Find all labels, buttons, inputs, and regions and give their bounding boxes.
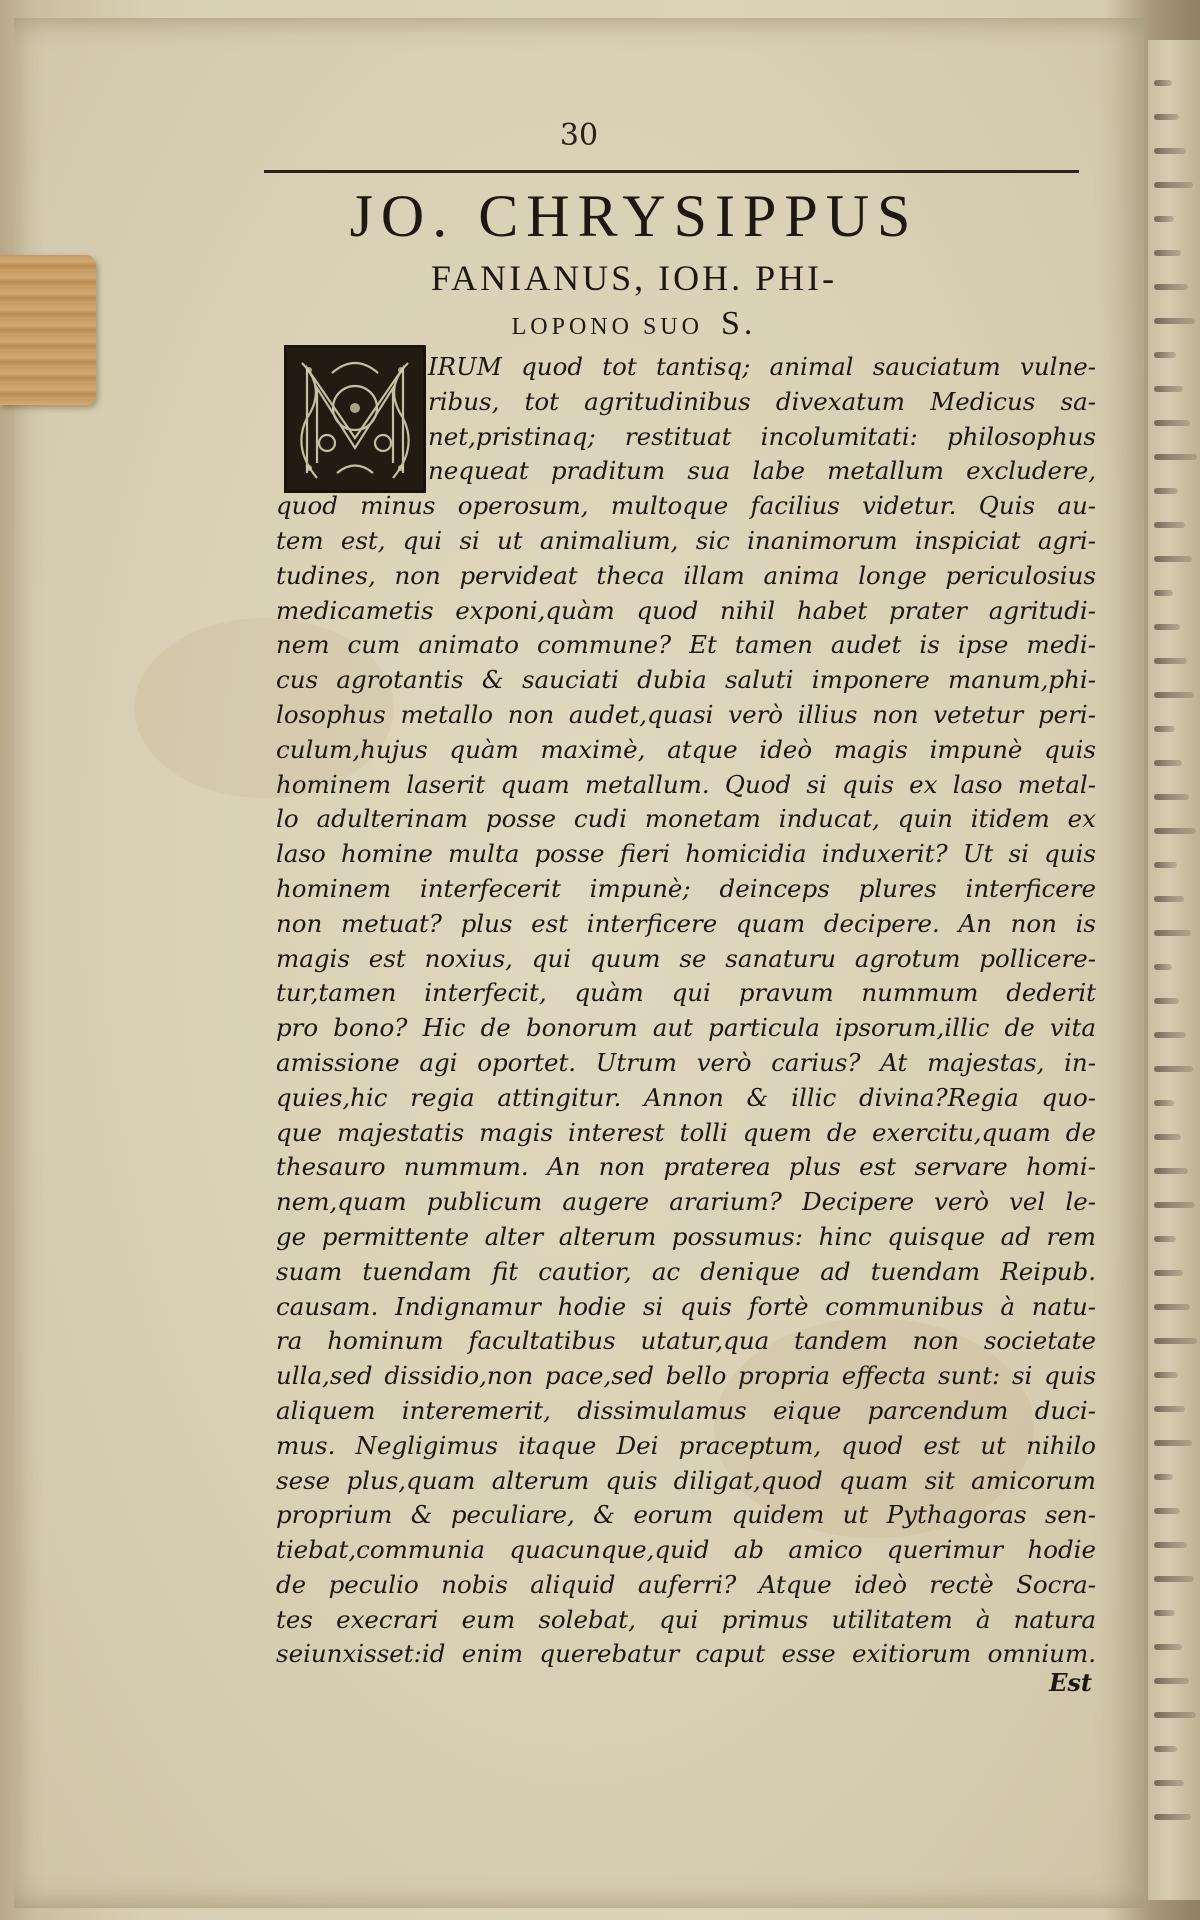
facing-page-text-mark: [1154, 1338, 1197, 1344]
facing-page-text-mark: [1154, 454, 1197, 460]
facing-page-text-mark: [1154, 828, 1196, 834]
facing-page-text-mark: [1154, 1644, 1182, 1650]
wooden-bookmark: [0, 255, 96, 405]
facing-page-text-mark: [1154, 318, 1195, 324]
facing-page-text-mark: [1154, 590, 1173, 596]
facing-page-text-mark: [1154, 862, 1177, 868]
title-line-1: JO. CHRYSIPPUS: [349, 183, 919, 249]
facing-page-text-mark: [1154, 352, 1176, 358]
text-line: tur,tamen interfecit, quàm qui pravum nummum dederit: [276, 978, 1096, 1008]
facing-page-text-mark: [1154, 896, 1184, 902]
text-line: quod minus operosum, multoque facilius videtur. Quis au-: [276, 491, 1096, 521]
text-line: amissione agi oportet. Utrum verò carius? At majestas, in-: [276, 1047, 1096, 1077]
title-line-2: FANIANUS, IOH. PHI-: [430, 258, 838, 298]
facing-page-text-mark: [1154, 114, 1179, 120]
title-salutation: S.: [720, 305, 757, 342]
text-line: mus. Negligimus itaque Dei praceptum, quod est ut nihilo: [276, 1430, 1096, 1460]
text-line: magis est noxius, qui quum se sanaturu agrotum pollicere-: [276, 943, 1096, 973]
text-line: causam. Indignamur hodie si quis fortè communibus à natu-: [276, 1291, 1096, 1321]
facing-page-text-mark: [1154, 1066, 1193, 1072]
facing-page-text-mark: [1154, 182, 1193, 188]
text-line: quies,hic regia attingitur. Annon & illic divina?Regia quo-: [276, 1082, 1096, 1112]
facing-page-text-mark: [1154, 488, 1178, 494]
facing-page-text-mark: [1154, 556, 1192, 562]
text-line: tes execrari eum solebat, qui primus utilitatem à natura: [276, 1604, 1096, 1634]
title-line-3: [244, 302, 1024, 349]
facing-page-text-mark: [1154, 1508, 1180, 1514]
text-line: hominem laserit quam metallum. Quod si quis ex laso metal-: [276, 769, 1096, 799]
text-line: tem est, qui si ut animalium, sic inanimorum inspiciat agri-: [276, 525, 1096, 555]
facing-page-text-mark: [1154, 658, 1187, 664]
text-line: nem,quam publicum augere ararium? Decipere verò vel le-: [276, 1187, 1096, 1217]
text-line: non metuat? plus est interficere quam decipere. An non is: [276, 908, 1096, 938]
facing-page-text-mark: [1154, 522, 1185, 528]
facing-page-edge: [1148, 40, 1200, 1900]
facing-page-text-mark: [1154, 1712, 1196, 1718]
facing-page-text-mark: [1154, 1202, 1195, 1208]
facing-page-text-mark: [1154, 1236, 1176, 1242]
text-line: cus agrotantis & sauciati dubia saluti imponere manum,phi-: [276, 665, 1096, 695]
text-line: que majestatis magis interest tolli quem de exercitu,quam de: [276, 1117, 1096, 1147]
facing-page-text-mark: [1154, 760, 1182, 766]
text-line: nem cum animato commune? Et tamen audet is ipse medi-: [276, 630, 1096, 660]
facing-page-text-mark: [1154, 1134, 1181, 1140]
facing-page-text-mark: [1154, 930, 1191, 936]
text-line: proprium & peculiare, & eorum quidem ut Pythagoras sen-: [276, 1500, 1096, 1530]
text-line: losophus metallo non audet,quasi verò illius non vetetur peri-: [276, 699, 1096, 729]
text-line: ra hominum facultatibus utatur,qua tandem non societate: [276, 1326, 1096, 1356]
facing-page-text-mark: [1154, 80, 1172, 86]
text-line: medicametis exponi,quàm quod nihil habet prater agritudi-: [276, 595, 1096, 625]
facing-page-text-mark: [1154, 1542, 1187, 1548]
text-line: ribus, tot agritudinibus divexatum Medicus sa-: [428, 386, 1096, 416]
book-page: [14, 18, 1144, 1908]
text-line: seiunxisset:id enim querebatur caput esse exitiorum omnium.: [276, 1639, 1096, 1669]
header-rule: [264, 170, 1079, 173]
text-line: de peculio nobis aliquid auferri? Atque ideò rectè Socra-: [276, 1569, 1096, 1599]
facing-page-text-mark: [1154, 250, 1181, 256]
page-title: [244, 178, 1024, 349]
facing-page-text-mark: [1154, 1474, 1173, 1480]
facing-page-text-mark: [1154, 148, 1186, 154]
facing-page-text-mark: [1154, 794, 1189, 800]
text-line: sese plus,quam alterum quis diligat,quod quam sit amicorum: [276, 1465, 1096, 1495]
facing-page-text-mark: [1154, 1168, 1188, 1174]
facing-page-text-mark: [1154, 1678, 1189, 1684]
facing-page-text-mark: [1154, 386, 1183, 392]
facing-page-text-mark: [1154, 1372, 1178, 1378]
text-line: nequeat praditum sua labe metallum excludere,: [428, 456, 1096, 486]
text-line: tudines, non pervideat theca illam anima longe periculosius: [276, 560, 1096, 590]
facing-page-text-mark: [1154, 216, 1174, 222]
facing-page-text-mark: [1154, 1304, 1190, 1310]
facing-page-text-mark: [1154, 726, 1175, 732]
text-line: aliquem interemerit, dissimulamus eique parcendum duci-: [276, 1395, 1096, 1425]
catchword: Est: [1049, 1668, 1092, 1697]
facing-page-text-mark: [1154, 1576, 1194, 1582]
facing-page-text-mark: [1154, 1610, 1175, 1616]
text-line: suam tuendam fit cautior, ac denique ad tuendam Reipub.: [276, 1256, 1096, 1286]
facing-page-text-mark: [1154, 1746, 1177, 1752]
facing-page-text-mark: [1154, 420, 1190, 426]
facing-page-text-mark: [1154, 1814, 1191, 1820]
facing-page-text-mark: [1154, 1780, 1184, 1786]
text-line: thesauro nummum. An non praterea plus est servare homi-: [276, 1152, 1096, 1182]
facing-page-text-mark: [1154, 964, 1172, 970]
facing-page-text-mark: [1154, 1270, 1183, 1276]
text-line: laso homine multa posse fieri homicidia induxerit? Ut si quis: [276, 839, 1096, 869]
text-line: ge permittente alter alterum possumus: hinc quisque ad rem: [276, 1221, 1096, 1251]
facing-page-text-mark: [1154, 692, 1194, 698]
title-line-3-text: LOPONO SUO: [511, 314, 703, 340]
facing-page-text-mark: [1154, 1100, 1174, 1106]
text-line: hominem interfecerit impunè; deinceps plures interficere: [276, 873, 1096, 903]
facing-page-text-mark: [1154, 1032, 1186, 1038]
text-line: IRUM quod tot tantisq; animal sauciatum vulne-: [428, 352, 1096, 381]
page-number: 30: [559, 118, 599, 153]
facing-page-text-mark: [1154, 284, 1188, 290]
text-line: culum,hujus quàm maximè, atque ideò magis impunè quis: [276, 734, 1096, 764]
text-line: lo adulterinam posse cudi monetam inducat, quin itidem ex: [276, 804, 1096, 834]
text-line: net,pristinaq; restituat incolumitati: philosophus: [428, 421, 1096, 451]
text-line: pro bono? Hic de bonorum aut particula ipsorum,illic de vita: [276, 1013, 1096, 1043]
facing-page-text-mark: [1154, 1440, 1192, 1446]
body-text: [276, 350, 1096, 1672]
text-line: ulla,sed dissidio,non pace,sed bello propria effecta sunt: si quis: [276, 1361, 1096, 1391]
facing-page-text-mark: [1154, 998, 1179, 1004]
facing-page-text-mark: [1154, 624, 1180, 630]
text-line: tiebat,communia quacunque,quid ab amico querimur hodie: [276, 1535, 1096, 1565]
facing-page-text-mark: [1154, 1406, 1185, 1412]
